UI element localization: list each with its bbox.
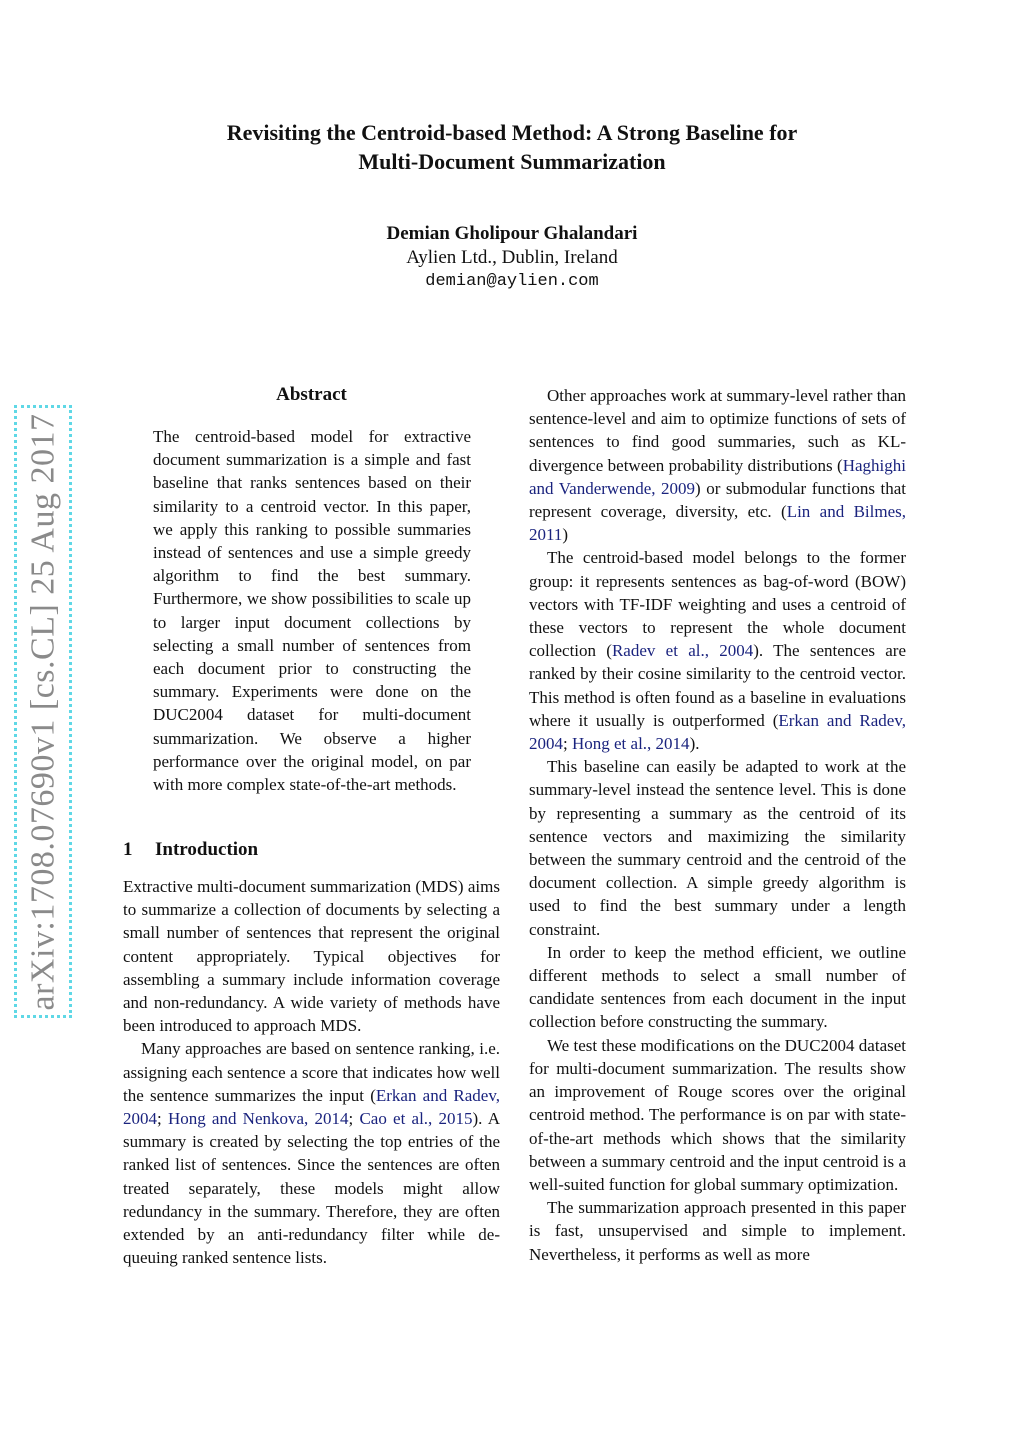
author-email: demian@aylien.com	[425, 272, 599, 291]
author-affiliation: Aylien Ltd., Dublin, Ireland	[406, 247, 618, 268]
right-p2-text-a: The centroid-based model belongs to the former group: it represents sentences as bag-of-word (BOW) vectors with TF-IDF weighting and uses a centroid of these vectors to represent the whole document collection (	[529, 548, 906, 661]
introduction-body	[123, 875, 500, 1269]
intro-paragraph-1: Extractive multi-document summarization (MDS) aims to summarize a collection of documents by selecting a small number of sentences that represent the original content appropriately. Typical objectives for assembling a summary include information coverage and non-redundancy. A wide variety of methods have been introduced to approach MDS.	[123, 877, 500, 1036]
citation-separator: ;	[348, 1109, 360, 1129]
citation-link[interactable]: Haghighi and Vanderwende, 2009	[529, 455, 906, 498]
author-name: Demian Gholipour Ghalandari	[386, 223, 638, 244]
arxiv-stamp-text: arXiv:1708.07690v1 [cs.CL] 25 Aug 2017	[24, 413, 62, 1010]
section-title: Introduction	[155, 839, 259, 860]
section-heading-introduction	[123, 838, 258, 862]
citation-link[interactable]: Erkan and Radev, 2004	[529, 710, 906, 754]
right-p1-text-b: ) or submodular functions that represent coverage, diversity, etc. (	[529, 478, 906, 522]
right-paragraph-1	[529, 384, 906, 546]
citation-separator: ;	[157, 1109, 168, 1129]
citation-separator: ;	[563, 734, 572, 754]
citation-link[interactable]: Hong and Nenkova, 2014	[167, 1109, 349, 1129]
abstract-heading: Abstract	[276, 384, 347, 405]
abstract-body	[153, 425, 471, 796]
right-paragraph-4: In order to keep the method efficient, we outline different methods to select a small number of candidate sentences from each document in the input collection before constructing the summary.	[529, 942, 906, 1032]
paper-title-line-1: Revisiting the Centroid-based Method: A Strong Baseline for	[226, 120, 798, 145]
paper-title-line-2: Multi-Document Summarization	[358, 149, 666, 174]
right-p1-text-a: Other approaches work at summary-level rather than sentence-level and aim to optimize functions of sets of sentences to find good summaries, such as KL-divergence between probability distributions (	[529, 386, 906, 475]
intro-paragraph-2	[123, 1037, 500, 1269]
intro-p2-text-b: ). A summary is created by selecting the top entries of the ranked list of sentences. Since the sentences are often treated separately, these models might allow redundancy in the summary. Therefore, they are often extended by an anti-redundancy filter while de-queuing ranked sentence lists.	[123, 1109, 500, 1268]
right-column	[529, 384, 906, 1266]
citation-link[interactable]: Cao et al., 2015	[359, 1109, 473, 1129]
right-paragraph-6: The summarization approach presented in this paper is fast, unsupervised and simple to implement. Nevertheless, it performs as well as more	[529, 1198, 906, 1264]
right-p1-text-c: )	[562, 525, 569, 545]
right-paragraph-2	[529, 546, 906, 755]
abstract-text: The centroid-based model for extractive document summarization is a simple and fast baseline that ranks sentences based on their similarity to a centroid vector. In this paper, we apply this ranking to possible summaries instead of sentences and use a simple greedy algorithm to find the best summary. Furthermore, we show possibilities to scale up to larger input document collections by selecting a small number of sentences from each document prior to constructing the summary. Experiments were done on the DUC2004 dataset for multi-document summarization. We observe a higher performance over the original model, on par with more complex state-of-the-art methods.	[153, 427, 471, 795]
right-p2-text-b: ). The sentences are ranked by their cosine similarity to the centroid vector. This method is often found as a baseline in evaluations where it usually is outperformed (	[529, 641, 907, 730]
right-p2-text-c: ).	[689, 734, 700, 754]
right-paragraph-3: This baseline can easily be adapted to work at the summary-level instead the sentence level. This is done by representing a summary as the centroid of its sentence vectors and maximizing the similarity between the summary centroid and the centroid of the document collection. A simple greedy algorithm is used to find the best summary under a length constraint.	[529, 757, 906, 939]
citation-link[interactable]: Radev et al., 2004	[611, 641, 754, 661]
paper-title	[0, 118, 1024, 176]
citation-link[interactable]: Lin and Bilmes, 2011	[529, 502, 906, 545]
author-block	[0, 222, 1024, 294]
citation-link[interactable]: Erkan and Radev, 2004	[123, 1085, 500, 1129]
right-paragraph-5: We test these modifications on the DUC2004 dataset for multi-document summarization. The results show an improvement of Rouge scores over the original centroid method. The performance is on par with state-of-the-art methods which shows that the similarity between a summary centroid and the input centroid is a well-suited function for global summary optimization.	[529, 1035, 906, 1194]
section-number: 1	[123, 839, 133, 860]
citation-link[interactable]: Hong et al., 2014	[571, 734, 690, 754]
arxiv-stamp	[14, 405, 72, 1018]
intro-p2-text-a: Many approaches are based on sentence ranking, i.e. assigning each sentence a score that indicates how well the sentence summarizes the input (	[123, 1039, 500, 1105]
